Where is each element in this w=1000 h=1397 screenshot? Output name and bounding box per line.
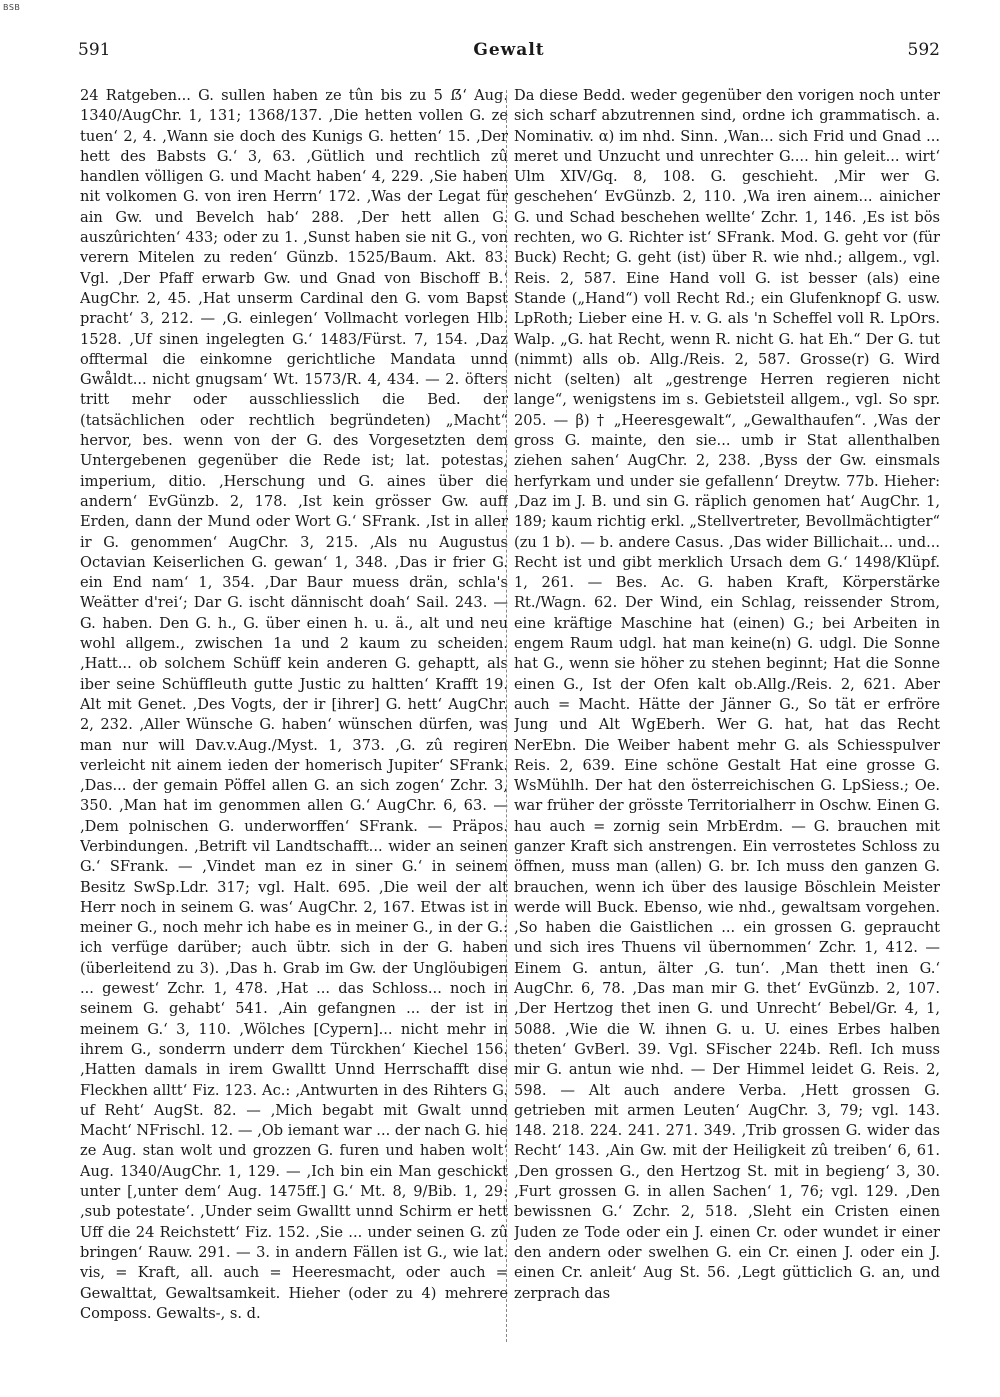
right-column [514, 86, 940, 1346]
column-divider [506, 90, 507, 1342]
headword-title: Gewalt [473, 40, 545, 60]
right-column-text: Da diese Bedd. weder gegenüber den vorigen noch unter sich scharf abzutrennen sind, ordne ich grammatisch. a. Nominativ. α) im nhd. Sinn. ‚Wan... sich Frid und Gnad ... meret und Unzucht und unrechter G.... hin geleit... wirt‘ Ulm XIV/Gq. 8, 108. G. geschieht. ‚Mir wer G. geschehen‘ EvGünzb. 2, 110. ‚Wa iren ainem... ainicher G. und Schad beschehen wellte‘ Zchr. 1, 146. ‚Es ist bös rechten, wo G. Richter ist‘ SFrank. Mod. G. geht vor (für Buck) Recht; G. geht (ist) über R. wie nhd.; allgem., vgl. Reis. 2, 587. Eine Hand voll G. ist besser (als) eine Stande („Hand“) voll Recht Rd.; ein Glufenknopf G. usw. LpRoth; Lieber eine H. v. G. als 'n Scheffel voll R. LpOrs. Walp. „G. hat Recht, wenn R. nicht G. hat Eh.“ Der G. tut (nimmt) alls ob. Allg./Reis. 2, 587. Grosse(r) G. Wird nicht (selten) alt „gestrenge Herren regieren nicht lange“, wenigstens im s. Gebietsteil allgem., vgl. So spr. 205. — β) † „Heeresgewalt“, „Gewalthaufen“. ‚Was der gross G. mainte, den sie... umb ir Stat allenthalben ziehen sahen‘ AugChr. 2, 238. ‚Byss der Gw. einsmals herfyrkam und under sie gefallenn‘ Dreytw. 77b. Hieher: ‚Daz im J. B. und sin G. räplich genomen hat‘ AugChr. 1, 189; kaum richtig erkl. „Stellvertreter, Bevollmächtigter“ (zu 1 b). — b. andere Casus. ‚Das wider Billichait... und... Recht ist und gibt merklich Ursach dem G.‘ 1498/Klüpf. 1, 261. — Bes. Ac. G. haben Kraft, Körperstärke Rt./Wagn. 62. Der Wind, ein Schlag, reissender Strom, eine kräftige Maschine hat (einen) G.; bei Arbeiten in engem Raum udgl. hat man keine(n) G. udgl. Die Sonne hat G., wenn sie höher zu stehen beginnt; Hat die Sonne einen G., Ist der Ofen kalt ob.Allg./Reis. 2, 621. Aber auch = Macht. Hätte der Jänner G., So tät er erfröre Jung und Alt WgEberh. Wer G. hat, hat das Recht NerEbn. Die Weiber habent mehr G. als Schiesspulver Reis. 2, 639. Eine schöne Gestalt Hat eine grosse G. WsMühlh. Der hat den österreichischen G. LpSiess.; Oe. war früher der grösste Territorialherr in Oschw. Einen G. hau auch = zornig sein MrbErdm. — G. brauchen mit ganzer Kraft sich anstrengen. Ein verrostetes Schloss zu öffnen, muss man (allen) G. br. Ich muss den ganzen G. brauchen, wenn ich über des lausige Böschlein Meister werde will Buck. Ebenso, wie nhd., gewaltsam vorgehen. ‚So haben die Gaistlichen ... ein grossen G. gepraucht und sich ires Thuens vil übernommen‘ Zchr. 1, 412. — Einem G. antun, älter ‚G. tun‘. ‚Man thett inen G.‘ AugChr. 6, 78. ‚Das man mir G. thet‘ EvGünzb. 2, 107. ‚Der Hertzog thet inen G. und Unrecht‘ Bebel/Gr. 4, 1, 5088. ‚Wie die W. ihnen G. u. U. eines Erbes halben theten‘ GvBerl. 39. Vgl. SFischer 224b. Refl. Ich muss mir G. antun wie nhd. — Der Himmel leidet G. Reis. 2, 598. — Alt auch andere Verba. ‚Hett grossen G. getrieben mit armen Leuten‘ AugChr. 3, 79; vgl. 143. 148. 218. 224. 241. 271. 349. ‚Trib grossen G. wider das Recht‘ 143. ‚Ain Gw. mit der Heiligkeit zû treiben‘ 6, 61. ‚Den grossen G., den Hertzog St. mit in begieng‘ 3, 30. ‚Furt grossen G. in allen Sachen‘ 1, 76; vgl. 129. ‚Den bewissnen G.‘ Zchr. 2, 518. ‚Sleht ein Cristen einen Juden ze Tode oder ein J. einen Cr. oder wundet ir einer den andern oder swelhen G. ein Cr. einen J. oder ein J. einen Cr. anleit‘ Aug St. 56. ‚Legt gütticlich G. an, und zerprach das [514, 87, 940, 1302]
library-stamp: BSB [3, 3, 21, 12]
left-column [80, 86, 508, 1346]
page-number-right: 592 [907, 40, 940, 60]
page-number-left: 591 [78, 40, 111, 60]
page-header [78, 40, 940, 64]
left-column-text: 24 Ratgeben... G. sullen haben ze tûn bis zu 5 ẞ‘ Aug. 1340/AugChr. 1, 131; 1368/137. ‚Die hetten vollen G. ze tuen‘ 2, 4. ‚Wann sie doch des Kunigs G. hetten‘ 15. ‚Der hett des Babsts G.‘ 3, 63. ‚Gütlich und rechtlich zû handlen völligen G. und Macht haben‘ 4, 229. ‚Sie haben nit volkomen G. von iren Herrn‘ 172. ‚Was der Legat für ain Gw. und Bevelch hab‘ 288. ‚Der hett allen G. auszûrichten‘ 433; oder zu 1. ‚Sunst haben sie nit G., von verern Mitelen zu reden‘ Günzb. 1525/Baum. Akt. 83. Vgl. ‚Der Pfaff erwarb Gw. und Gnad von Bischoff B.‘ AugChr. 2, 45. ‚Hat unserm Cardinal den G. vom Bapst pracht‘ 3, 212. — ‚G. einlegen‘ Vollmacht vorlegen Hlb. 1528. ‚Uf sinen ingelegten G.‘ 1483/Fürst. 7, 154. ‚Daz offtermal die einkomne gerichtliche Mandata unnd Gwåldt... nicht gnugsam‘ Wt. 1573/R. 4, 434. — 2. öfters tritt mehr oder ausschliesslich die Bed. der (tatsächlichen oder rechtlich begründeten) „Macht“ hervor, bes. wenn von der G. des Vorgesetzten dem Untergebenen gegenüber die Rede ist; lat. potestas, imperium, ditio. ‚Herschung und G. aines über die andern‘ EvGünzb. 2, 178. ‚Ist kein grösser Gw. auff Erden, dann der Mund oder Wort G.‘ SFrank. ‚Ist in aller ir G. genommen‘ AugChr. 3, 215. ‚Als nu Augustus Octavian Keiserlichen G. gewan‘ 1, 348. ‚Das ir frier G. ein End nam‘ 1, 354. ‚Dar Baur muess drän, schla's Weätter d'rei‘; Dar G. ischt dännischt doah‘ Sail. 243. — G. haben. Den G. h., G. über einen h. u. ä., alt und neu wohl allgem., zwischen 1a und 2 kaum zu scheiden. ‚Hatt... ob solchem Schüff kein anderen G. gehaptt, als iber seine Schüffleuth gutte Justic zu haltten‘ Krafft 19. Alt mit Genet. ‚Des Vogts, der ir [ihrer] G. hett‘ AugChr. 2, 232. ‚Aller Wünsche G. haben‘ wünschen dürfen, was man nur will Dav.v.Aug./Myst. 1, 373. ‚G. zû regiren verleicht nit ainem ieden der homerisch Jupiter‘ SFrank. ‚Das... der gemain Pöffel allen G. an sich zogen‘ Zchr. 3, 350. ‚Man hat im genommen allen G.‘ AugChr. 6, 63. — ‚Dem polnischen G. underworffen‘ SFrank. — Präpos. Verbindungen. ‚Betrift vil Landtschafft... wider an seinen G.‘ SFrank. — ‚Vindet man ez in siner G.‘ in seinem Besitz SwSp.Ldr. 317; vgl. Halt. 695. ‚Die weil der alt Herr noch in seinem G. was‘ AugChr. 2, 167. Etwas ist in meiner G., noch mehr ich habe es in meiner G., in der G.: ich verfüge darüber; auch übtr. sich in der G. haben (überleitend zu 3). ‚Das h. Grab im Gw. der Unglöubigen ... gewest‘ Zchr. 1, 478. ‚Hat ... das Schloss... noch in seinem G. gehabt‘ 541. ‚Ain gefangnen ... der ist in meinem G.‘ 3, 110. ‚Wölches [Cypern]... nicht mehr in ihrem G., sonderrn underr dem Türckhen‘ Kiechel 156. ‚Hatten damals in irem Gwalltt Unnd Herrschafft dise Fleckhen alltt‘ Fiz. 123. Ac.: ‚Antwurten in des Rihters G. uf Reht‘ AugSt. 82. — ‚Mich begabt mit Gwalt unnd Macht‘ NFrischl. 12. — ‚Ob iemant war ... der nach G. hie ze Aug. stan wolt und grozzen G. furen und haben wolt‘ Aug. 1340/AugChr. 1, 129. — ‚Ich bin ein Man geschickt unter [,unter dem‘ Aug. 1475ff.] G.‘ Mt. 8, 9/Bib. 1, 29: ‚sub potestate‘. ‚Under seim Gwalltt unnd Schirm er hett Uff die 24 Reichstett‘ Fiz. 152. ‚Sie ... under seinen G. zû bringen‘ Rauw. 291. — 3. in andern Fällen ist G., wie lat. vis, = Kraft, all. auch = Heeresmacht, oder auch = Gewalttat, Gewaltsamkeit. Hieher (oder zu 4) mehrere Composs. Gewalts-, s. d. [80, 87, 508, 1322]
